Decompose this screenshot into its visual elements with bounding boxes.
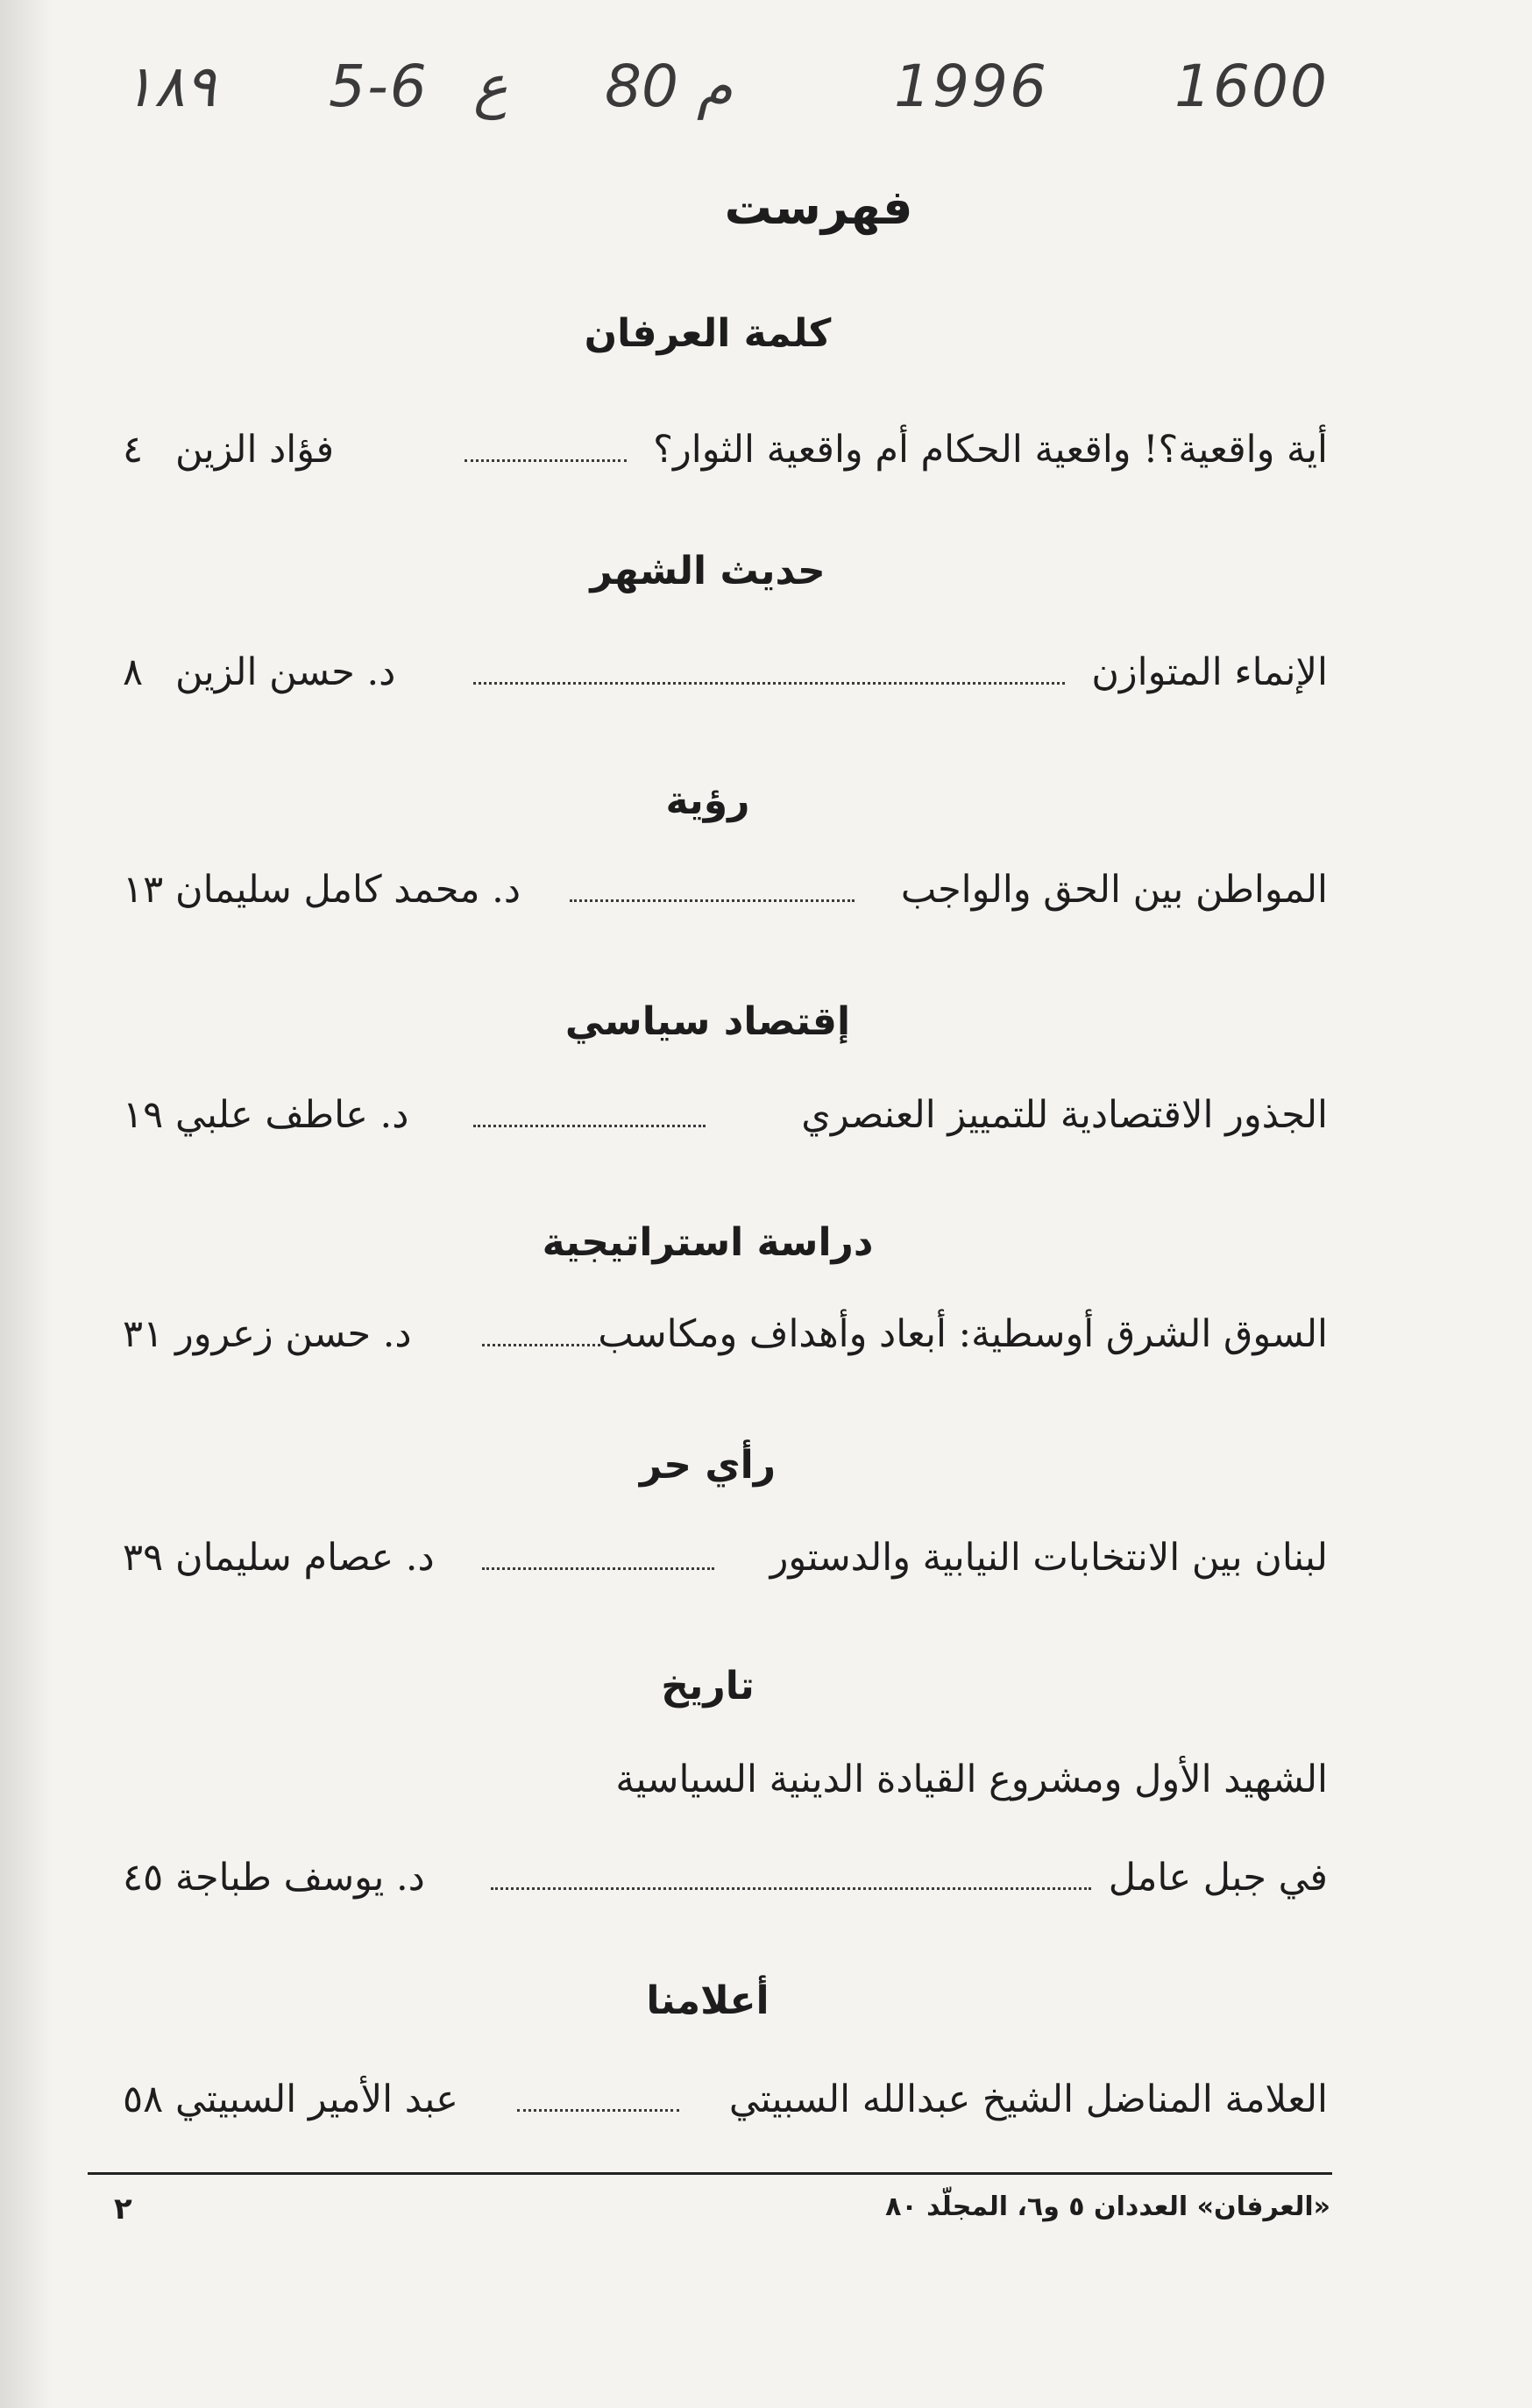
toc-entry[interactable] <box>123 1312 1328 1365</box>
dot-leader <box>482 1567 714 1570</box>
entry-title: في جبل عامل <box>1108 1856 1328 1900</box>
handwritten-note-6: 1600 <box>1174 53 1329 120</box>
handwritten-note-4: م 80 <box>605 53 733 120</box>
entry-page-number: ١٩ <box>123 1093 164 1137</box>
toc-entry[interactable] <box>123 1856 1328 1908</box>
entry-author: د. حسن زعرور <box>175 1312 412 1356</box>
entry-title: العلامة المناضل الشيخ عبدالله السبيتي <box>728 2078 1328 2121</box>
toc-entry[interactable] <box>123 650 1328 703</box>
dot-leader <box>473 1125 706 1127</box>
page-edge-shade <box>0 0 53 2408</box>
section-heading: دراسة استراتيجية <box>542 1220 874 1265</box>
toc-entry[interactable] <box>123 868 1328 920</box>
dot-leader <box>491 1887 1091 1890</box>
toc-entry[interactable] <box>123 428 1328 480</box>
entry-page-number: ٥٨ <box>123 2078 164 2121</box>
footer-rule <box>88 2172 1332 2175</box>
footer-journal-info: «العرفان» العددان ٥ و٦، المجلّد ٨٠ <box>885 2191 1330 2222</box>
entry-title: الجذور الاقتصادية للتمييز العنصري <box>801 1093 1328 1137</box>
entry-author: د. عاطف علبي <box>175 1093 409 1137</box>
toc-entry[interactable] <box>123 2078 1328 2130</box>
entry-page-number: ٤ <box>123 428 144 472</box>
footer-page-number: ٢ <box>114 2191 132 2227</box>
toc-entry[interactable] <box>123 1093 1328 1146</box>
dot-leader <box>517 2109 679 2112</box>
entry-title: لبنان بين الانتخابات النيابية والدستور <box>770 1536 1328 1580</box>
section-heading: حديث الشهر <box>590 549 826 593</box>
entry-author: د. يوسف طباجة <box>175 1856 425 1900</box>
page-title: فهرست <box>724 180 913 235</box>
section-heading: رأي حر <box>639 1443 777 1488</box>
entry-author: د. حسن الزين <box>175 650 396 694</box>
section-heading: رؤية <box>665 778 750 823</box>
entry-author: د. محمد كامل سليمان <box>175 868 521 912</box>
entry-page-number: ١٣ <box>123 868 164 912</box>
entry-page-number: ٨ <box>123 650 144 694</box>
handwritten-note-1: ١٨٩ <box>123 53 216 120</box>
toc-entry[interactable] <box>123 1536 1328 1588</box>
entry-author: د. عصام سليمان <box>175 1536 435 1580</box>
entry-title: المواطن بين الحق والواجب <box>900 868 1328 912</box>
section-heading: كلمة العرفان <box>584 311 832 356</box>
dot-leader <box>473 682 1065 685</box>
entry-title-line: الشهيد الأول ومشروع القيادة الدينية السياسية <box>615 1758 1328 1801</box>
entry-page-number: ٣٩ <box>123 1536 164 1580</box>
handwritten-note-3: ع <box>473 53 508 120</box>
handwritten-note-2: 5-6 <box>329 53 429 120</box>
dot-leader <box>482 1344 600 1346</box>
handwritten-note-5: 1996 <box>894 53 1048 120</box>
entry-author: فؤاد الزين <box>175 428 335 472</box>
entry-title: أية واقعية؟! واقعية الحكام أم واقعية الثوار؟ <box>653 428 1328 472</box>
entry-title: الإنماء المتوازن <box>1091 650 1328 694</box>
section-heading: تاريخ <box>661 1664 755 1708</box>
entry-title: السوق الشرق أوسطية: أبعاد وأهداف ومكاسب <box>598 1312 1328 1356</box>
entry-author: عبد الأمير السبيتي <box>175 2078 458 2121</box>
dot-leader <box>570 899 855 902</box>
entry-page-number: ٤٥ <box>123 1856 164 1900</box>
dot-leader <box>465 459 627 462</box>
section-heading: أعلامنا <box>646 1978 770 2023</box>
section-heading: إقتصاد سياسي <box>564 999 851 1044</box>
entry-page-number: ٣١ <box>123 1312 164 1356</box>
